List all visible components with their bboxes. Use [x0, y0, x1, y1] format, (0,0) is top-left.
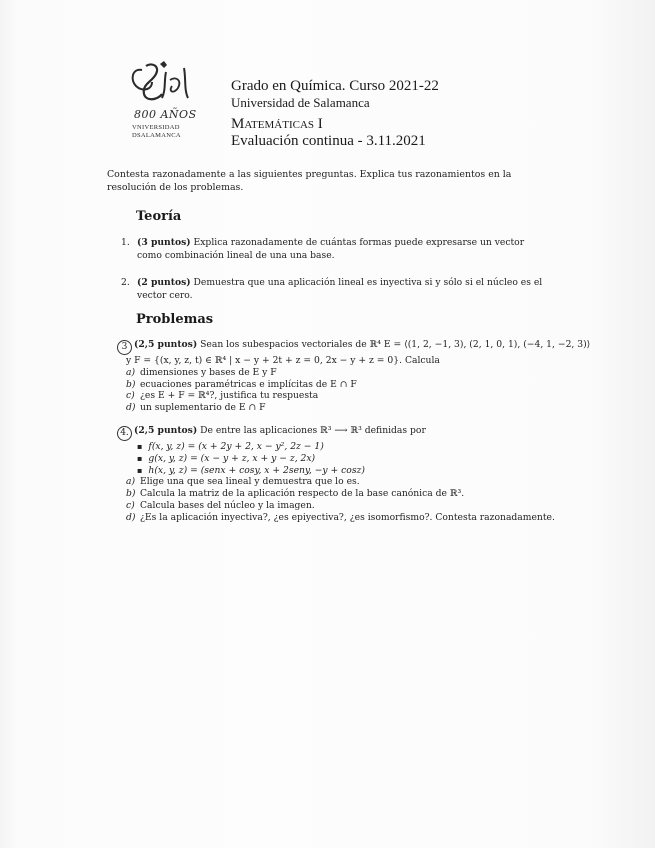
degree-course: Grado en Química. Curso 2021-22: [231, 78, 439, 94]
problem-statement: De entre las aplicaciones ℝ³ ⟶ ℝ³ definidas por: [197, 425, 426, 436]
problem-4: [117, 425, 567, 524]
section-problemas: Problemas: [136, 312, 214, 327]
section-teoria: Teoría: [136, 209, 182, 224]
question-points: (3 puntos): [137, 237, 191, 248]
problem-points: (2,5 puntos): [134, 425, 198, 436]
evaluation-date: Evaluación continua - 3.11.2021: [231, 133, 426, 149]
subquestion: b) ecuaciones paramétricas e implícitas de E ∩ F: [126, 378, 357, 390]
instructions: Contesta razonadamente a las siguientes preguntas. Explica tus razonamientos en la resolución de los problemas.: [107, 169, 512, 193]
question-text: Explica razonadamente de cuántas formas puede expresarse un vector como combinación lineal de una una base.: [137, 237, 525, 261]
subquestion: c) Calcula bases del núcleo y la imagen.: [126, 499, 315, 511]
exam-header: [231, 78, 439, 150]
problem-number: 3: [117, 340, 132, 355]
question-text: Demuestra que una aplicación lineal es inyectiva si y sólo si el núcleo es el vector cero.: [137, 277, 543, 301]
function-f: ▪ f(x, y, z) = (x + 2y + 2, x − y², 2z − 1): [137, 441, 567, 453]
subquestion: d) un suplementario de E ∩ F: [126, 402, 266, 414]
question-number: 2.: [121, 277, 130, 288]
function-g: ▪ g(x, y, z) = (x − y + z, x + y − z, 2x): [137, 453, 567, 465]
subquestion: a) Elige una que sea lineal y demuestra que lo es.: [126, 476, 360, 488]
subquestion: b) Calcula la matriz de la aplicación respecto de la base canónica de ℝ³.: [126, 488, 465, 500]
university-logo: [122, 60, 208, 146]
logo-anos-text: 800 AÑOS: [134, 108, 197, 121]
problem-number: 4.: [117, 426, 132, 441]
logo-salamanca-text: DSALAMANCA: [132, 132, 181, 139]
subject-title: Matemáticas I: [231, 116, 323, 132]
university-name: Universidad de Salamanca: [231, 95, 370, 110]
question-1: [121, 237, 551, 262]
problem-points: (2,5 puntos): [134, 339, 198, 350]
question-points: (2 puntos): [137, 277, 191, 288]
subquestion: c) ¿es E + F = ℝ⁴?, justifica tu respuesta: [126, 390, 319, 402]
subquestion: d) ¿Es la aplicación inyectiva?, ¿es epiyectiva?, ¿es isomorfismo?. Contesta razonadamente.: [126, 511, 555, 523]
subquestion: a) dimensiones y bases de E y F: [126, 366, 277, 378]
usal-emblem-icon: [122, 60, 208, 110]
problem-3: [117, 339, 591, 414]
function-h: ▪ h(x, y, z) = (senx + cosy, x + 2seny, −y + cosz): [137, 465, 567, 477]
logo-univ-text: VNIVERSIDAD: [132, 124, 180, 131]
question-2: [121, 277, 551, 302]
question-number: 1.: [121, 237, 130, 248]
problem-statement-cont: y F = {(x, y, z, t) ∈ ℝ⁴ | x − y + 2t + z = 0, 2x − y + z = 0}. Calcula: [126, 355, 440, 366]
problem-statement: Sean los subespacios vectoriales de ℝ⁴ E = ⟨(1, 2, −1, 3), (2, 1, 0, 1), (−4, 1, −2, 3)⟩: [197, 339, 591, 350]
